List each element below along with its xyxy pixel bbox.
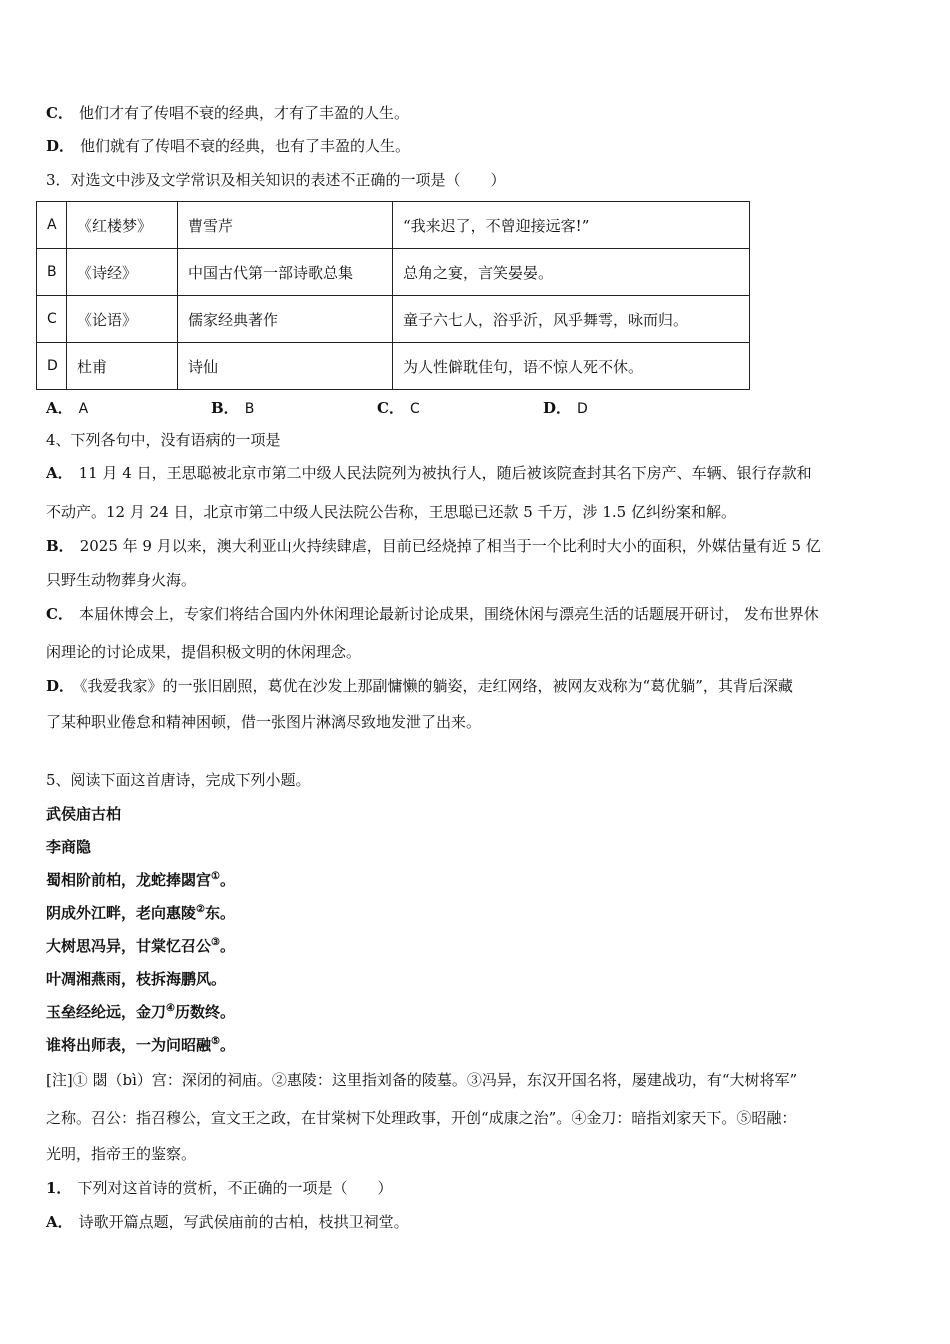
table-row [37,343,750,390]
poem-title: 武侯庙古柏 [46,805,122,823]
q4-option-d-line1: D． 《我爱我家》的一张旧剧照，葛优在沙发上那副慵懒的躺姿，走红网络，被网友戏称为“葛优躺”，其背后深藏 [46,677,793,695]
q5-stem: 5、阅读下面这首唐诗，完成下列小题。 [46,771,311,789]
row-work: 《红楼梦》 [67,202,178,249]
table-row [37,249,750,296]
poem-line: 玉垒经纶远，金刀④历数终。 [46,1003,235,1021]
row-info: 诗仙 [178,343,393,390]
q3-choice-c: C． C [377,399,420,417]
poem-line: 谁将出师表，一为问昭融⑤。 [46,1036,235,1054]
q4-option-b-line2: 只野生动物葬身火海。 [46,571,197,589]
row-work: 《诗经》 [67,249,178,296]
poem-line: 叶凋湘燕雨，枝拆海鹏风。 [46,970,227,988]
q3-choice-a: A． A [46,399,89,417]
q4-stem: 4、下列各句中，没有语病的一项是 [46,431,281,449]
q4-option-c-line1: C． 本届休博会上，专家们将结合国内外休闲理论最新讨论成果，围绕休闲与漂亮生活的话题展开研讨， 发布世界休 [46,605,819,623]
poem-notes-line2: 之称。召公：指召穆公，宣文王之政，在甘棠树下处理政事，开创“成康之治”。④金刀：暗指刘家天下。⑤昭融： [46,1109,797,1127]
q4-option-a-line1: A． 11 月 4 日，王思聪被北京市第二中级人民法院列为被执行人，随后被该院查封其名下房产、车辆、银行存款和 [46,464,812,482]
row-work: 杜甫 [67,343,178,390]
q3-stem: 3．对选文中涉及文学常识及相关知识的表述不正确的一项是（ ） [46,171,506,189]
table-row [37,202,750,249]
row-key: B [37,249,67,296]
row-quote: “我来迟了，不曾迎接远客!” [393,202,750,249]
q4-option-c-line2: 闲理论的讨论成果，提倡积极文明的休闲理念。 [46,643,362,661]
row-info: 儒家经典著作 [178,296,393,343]
row-info: 曹雪芹 [178,202,393,249]
poem-line: 蜀相阶前柏，龙蛇捧閟宫①。 [46,871,235,889]
poem-line: 大树思冯异，甘棠忆召公③。 [46,937,235,955]
poem-author: 李商隐 [46,838,92,856]
poem-notes-line3: 光明，指帝王的鉴察。 [46,1145,197,1163]
row-quote: 为人性僻耽佳句，语不惊人死不休。 [393,343,750,390]
q2-option-c: C． 他们才有了传唱不衰的经典，才有了丰盈的人生。 [46,104,409,122]
row-work: 《论语》 [67,296,178,343]
poem-line: 阴成外江畔，老向惠陵②东。 [46,904,235,922]
q4-option-a-line2: 不动产。12 月 24 日，北京市第二中级人民法院公告称，王思聪已还款 5 千万，涉 1.5 亿纠纷案和解。 [46,503,736,521]
q4-option-d-line2: 了某种职业倦怠和精神困顿，借一张图片淋漓尽致地发泄了出来。 [46,713,482,731]
q2-option-d: D． 他们就有了传唱不衰的经典，也有了丰盈的人生。 [46,137,411,155]
poem-notes-line1: [注]① 閟（bì）宫：深闭的祠庙。②惠陵：这里指刘备的陵墓。③冯异，东汉开国名将，屡建战功，有“大树将军” [46,1071,798,1089]
row-info: 中国古代第一部诗歌总集 [178,249,393,296]
q5-sub1-option-a: A． 诗歌开篇点题，写武侯庙前的古柏，枝拱卫祠堂。 [46,1213,409,1231]
q3-choice-d: D． D [543,399,588,417]
row-key: A [37,202,67,249]
q3-choice-b: B． B [211,399,255,417]
row-quote: 总角之宴，言笑晏晏。 [393,249,750,296]
row-quote: 童子六七人，浴乎沂，风乎舞雩，咏而归。 [393,296,750,343]
table-row [37,296,750,343]
q5-sub1-stem: 1． 下列对这首诗的赏析，不正确的一项是（ ） [46,1179,393,1197]
row-key: D [37,343,67,390]
q4-option-b-line1: B． 2025 年 9 月以来，澳大利亚山火持续肆虐，目前已经烧掉了相当于一个比利时大小的面积，外媒估量有近 5 亿 [46,537,821,555]
row-key: C [37,296,67,343]
q3-options-table [36,201,750,390]
